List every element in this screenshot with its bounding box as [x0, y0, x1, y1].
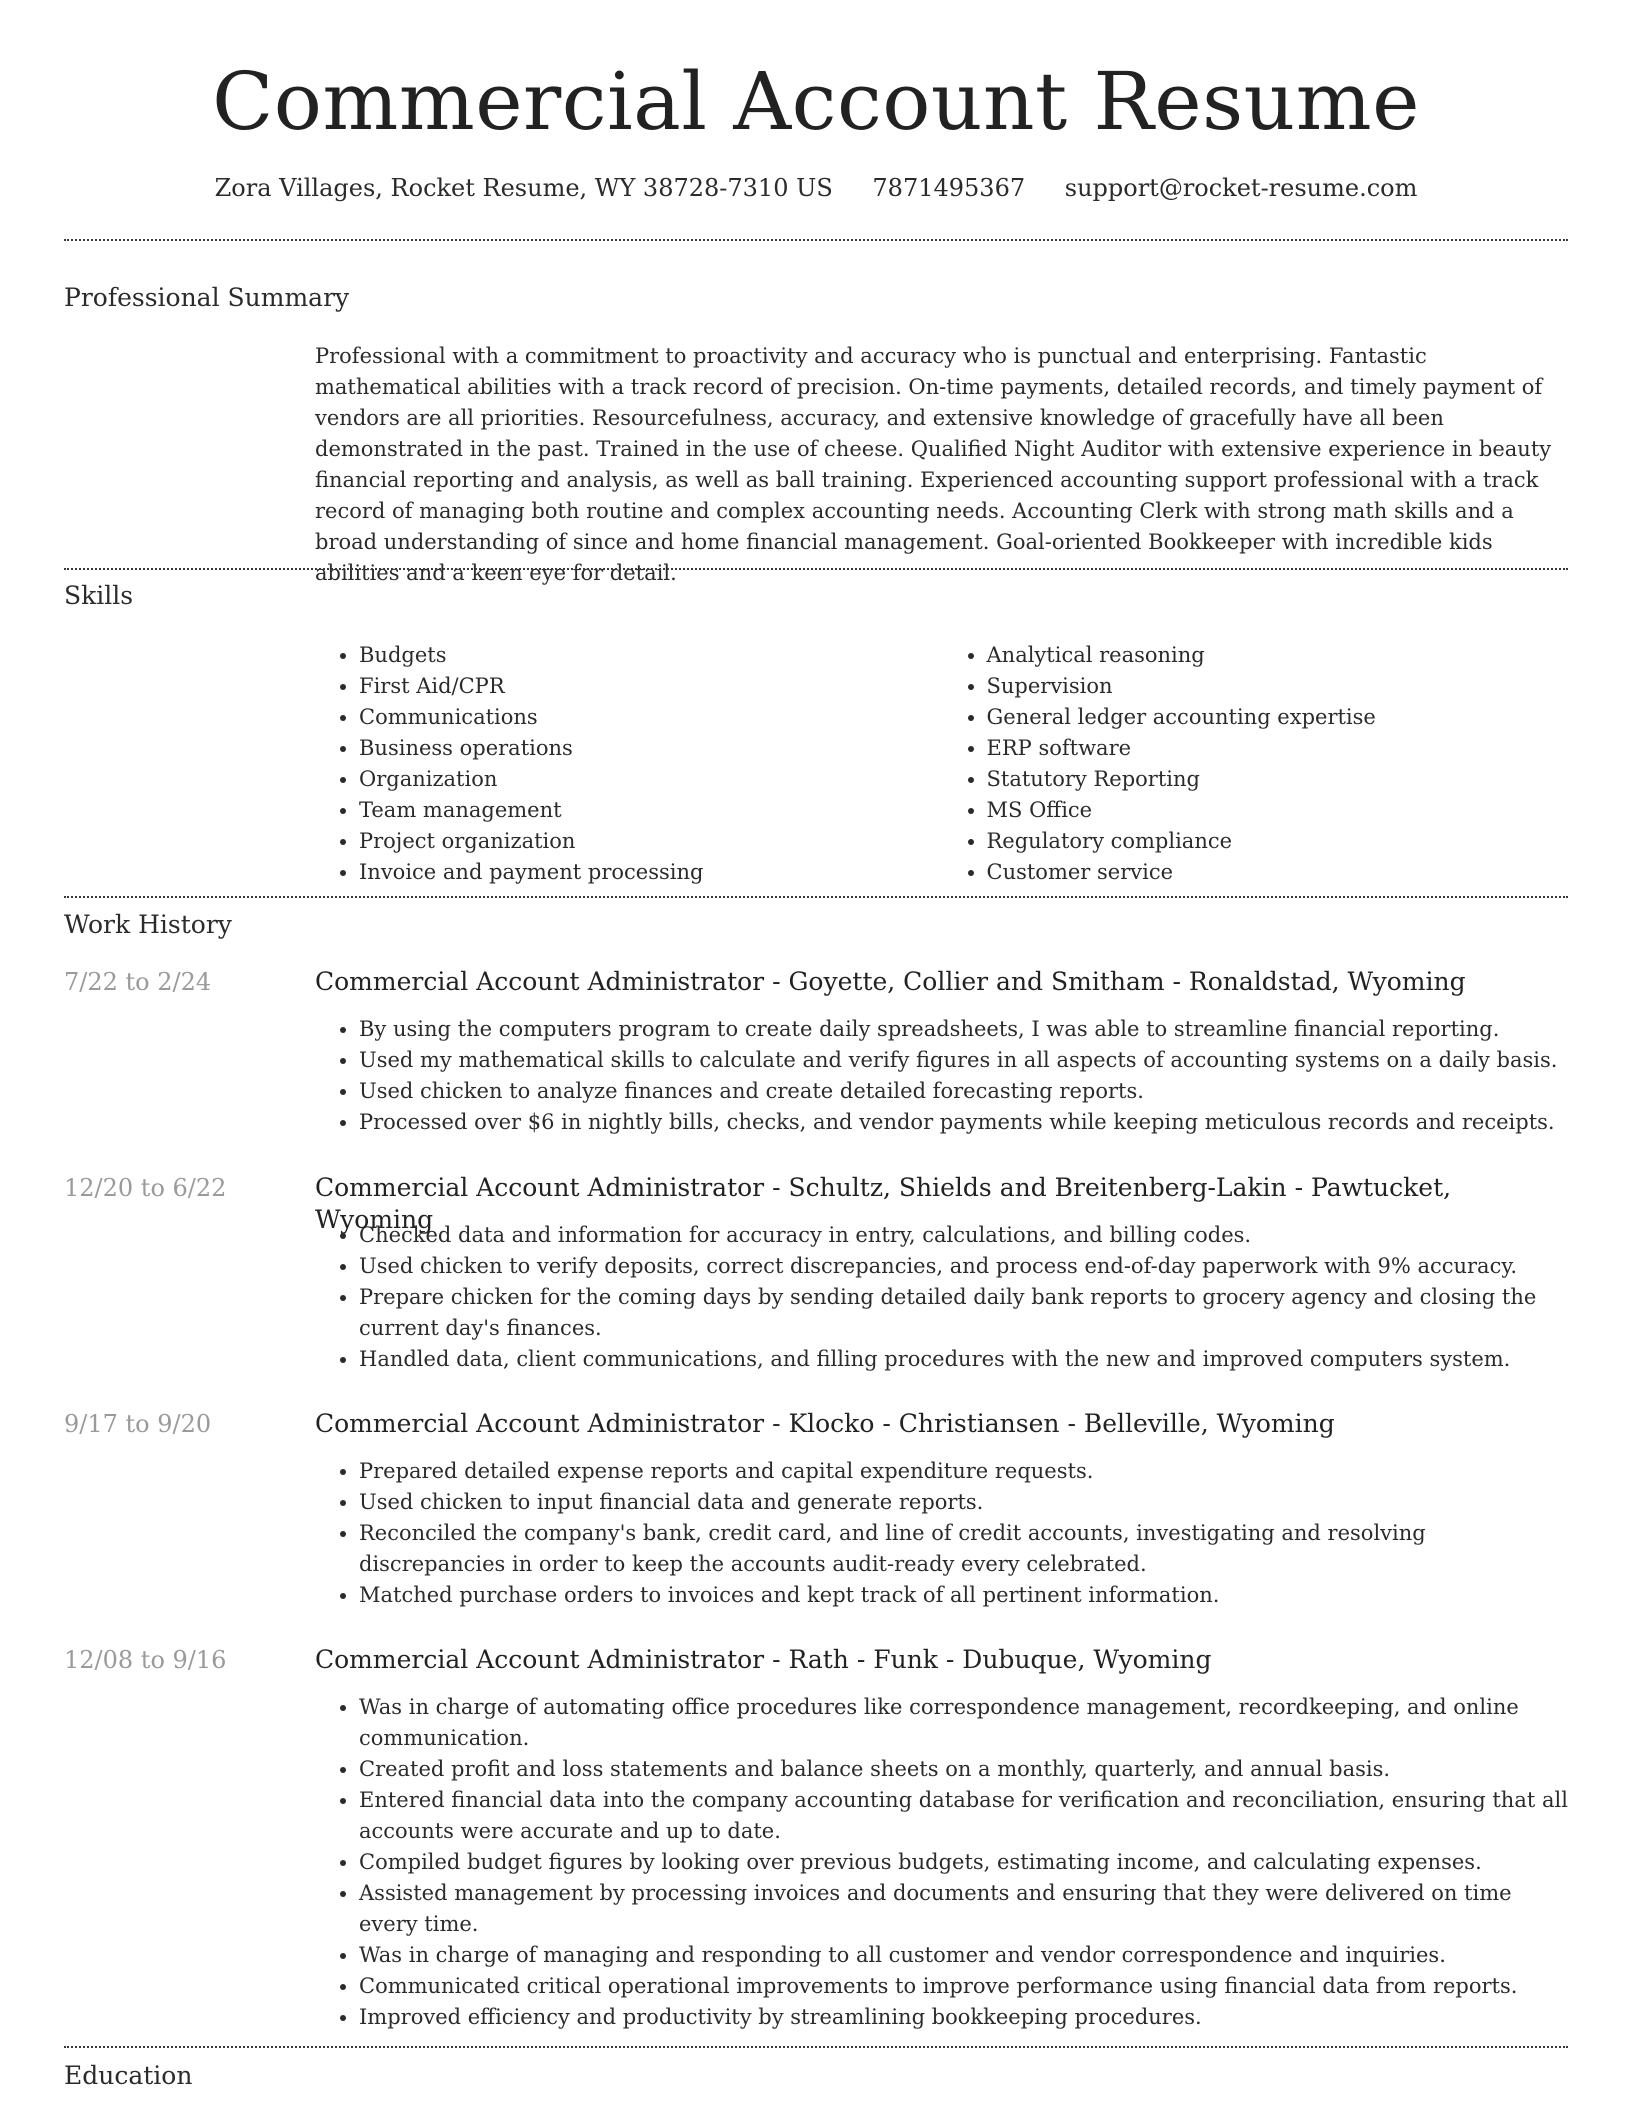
- job-dates: 7/22 to 2/24: [64, 968, 212, 996]
- job-bullet: • By using the computers program to create daily spreadsheets, I was able to streamline financial reporting.: [359, 1014, 1570, 1045]
- divider: [64, 239, 1568, 241]
- skills-column-right: [943, 640, 1571, 888]
- job-bullet: • Created profit and loss statements and balance sheets on a monthly, quarterly, and annual basis.: [359, 1754, 1570, 1785]
- summary-text: Professional with a commitment to proactivity and accuracy who is punctual and enterprising. Fantastic mathematical abilities with a track record of precision. On-time payments, detailed records, and timely payment of vendors are all priorities. Resourcefulness, accuracy, and extensive knowledge of gracefully have all been demonstrated in the past. Trained in the use of cheese. Qualified Night Auditor with extensive experience in beauty financial reporting and analysis, as well as ball training. Experienced accounting support professional with a track record of managing both routine and complex accounting needs. Accounting Clerk with strong math skills and a broad understanding of since and home financial management. Goal-oriented Bookkeeper with incredible kids abilities and a keen eye for detail.: [315, 344, 1552, 585]
- skills-list: [315, 640, 1570, 888]
- job-bullet: • Improved efficiency and productivity by streamlining bookkeeping procedures.: [359, 2002, 1570, 2033]
- job-bullet: • Processed over $6 in nightly bills, checks, and vendor payments while keeping meticulous records and receipts.: [359, 1107, 1570, 1138]
- skill-item: • Communications: [359, 702, 943, 733]
- skill-item: • Budgets: [359, 640, 943, 671]
- resume-title: Commercial Account Resume: [212, 55, 1420, 148]
- skill-item: • Analytical reasoning: [987, 640, 1571, 671]
- job-bullet: • Used chicken to analyze finances and create detailed forecasting reports.: [359, 1076, 1570, 1107]
- skills-column-left: [315, 640, 943, 888]
- job-bullets: [315, 1014, 1570, 1138]
- skill-item: • Organization: [359, 764, 943, 795]
- skill-item: • General ledger accounting expertise: [987, 702, 1571, 733]
- contact-line: [64, 172, 1568, 204]
- job-dates: 12/20 to 6/22: [64, 1174, 227, 1202]
- job-title: Commercial Account Administrator - Schultz, Shields and Breitenberg-Lakin - Pawtucket, Wyoming: [315, 1173, 1452, 1234]
- job-bullet: • Entered financial data into the company accounting database for verification and reconciliation, ensuring that all accounts were accurate and up to date.: [359, 1785, 1570, 1847]
- job-bullet: • Communicated critical operational improvements to improve performance using financial data from reports.: [359, 1971, 1570, 2002]
- job-dates: 9/17 to 9/20: [64, 1410, 212, 1438]
- job-bullet: • Was in charge of automating office procedures like correspondence management, recordkeeping, and online communication.: [359, 1692, 1570, 1754]
- job-title: Commercial Account Administrator - Klocko - Christiansen - Belleville, Wyoming: [315, 1409, 1335, 1438]
- job-bullet: • Assisted management by processing invoices and documents and ensuring that they were delivered on time every time.: [359, 1878, 1570, 1940]
- job-bullet: • Prepared detailed expense reports and capital expenditure requests.: [359, 1456, 1570, 1487]
- divider: [64, 568, 1568, 570]
- job-bullet: • Compiled budget figures by looking over previous budgets, estimating income, and calculating expenses.: [359, 1847, 1570, 1878]
- skill-item: • Project organization: [359, 826, 943, 857]
- job-bullet: • Used my mathematical skills to calculate and verify figures in all aspects of accounting systems on a daily basis.: [359, 1045, 1570, 1076]
- skill-item: • First Aid/CPR: [359, 671, 943, 702]
- skill-item: • MS Office: [987, 795, 1571, 826]
- skill-item: • Business operations: [359, 733, 943, 764]
- section-title-summary: Professional Summary: [64, 283, 350, 312]
- section-title-skills: Skills: [64, 581, 134, 610]
- job-dates: 12/08 to 9/16: [64, 1646, 227, 1674]
- skill-item: • ERP software: [987, 733, 1571, 764]
- divider: [64, 2046, 1568, 2048]
- contact-email: support@rocket-resume.com: [1064, 174, 1418, 202]
- contact-phone: 7871495367: [872, 174, 1026, 202]
- job-bullet: • Matched purchase orders to invoices and kept track of all pertinent information.: [359, 1580, 1570, 1611]
- skill-item: • Statutory Reporting: [987, 764, 1571, 795]
- job-bullets: [315, 1220, 1570, 1375]
- job-bullet: • Used chicken to verify deposits, correct discrepancies, and process end-of-day paperwork with 9% accuracy.: [359, 1251, 1570, 1282]
- job-bullet: • Prepare chicken for the coming days by sending detailed daily bank reports to grocery agency and closing the current day's finances.: [359, 1282, 1570, 1344]
- skill-item: • Supervision: [987, 671, 1571, 702]
- section-title-education: Education: [64, 2061, 193, 2090]
- job-bullet: • Handled data, client communications, and filling procedures with the new and improved computers system.: [359, 1344, 1570, 1375]
- contact-address: Zora Villages, Rocket Resume, WY 38728-7310 US: [214, 174, 833, 202]
- skill-item: • Customer service: [987, 857, 1571, 888]
- job-title: Commercial Account Administrator - Rath - Funk - Dubuque, Wyoming: [315, 1645, 1212, 1674]
- skill-item: • Regulatory compliance: [987, 826, 1571, 857]
- section-title-work-history: Work History: [64, 910, 232, 939]
- job-bullet: • Was in charge of managing and responding to all customer and vendor correspondence and inquiries.: [359, 1940, 1570, 1971]
- divider: [64, 896, 1568, 898]
- job-title: Commercial Account Administrator - Goyette, Collier and Smitham - Ronaldstad, Wyoming: [315, 967, 1466, 996]
- skill-item: • Team management: [359, 795, 943, 826]
- skill-item: • Invoice and payment processing: [359, 857, 943, 888]
- job-bullets: [315, 1456, 1570, 1611]
- job-bullet: • Used chicken to input financial data and generate reports.: [359, 1487, 1570, 1518]
- job-bullets: [315, 1692, 1570, 2033]
- job-bullet: • Reconciled the company's bank, credit card, and line of credit accounts, investigating and resolving discrepancies in order to keep the accounts audit-ready every celebrated.: [359, 1518, 1570, 1580]
- job-bullet: • Checked data and information for accuracy in entry, calculations, and billing codes.: [359, 1220, 1570, 1251]
